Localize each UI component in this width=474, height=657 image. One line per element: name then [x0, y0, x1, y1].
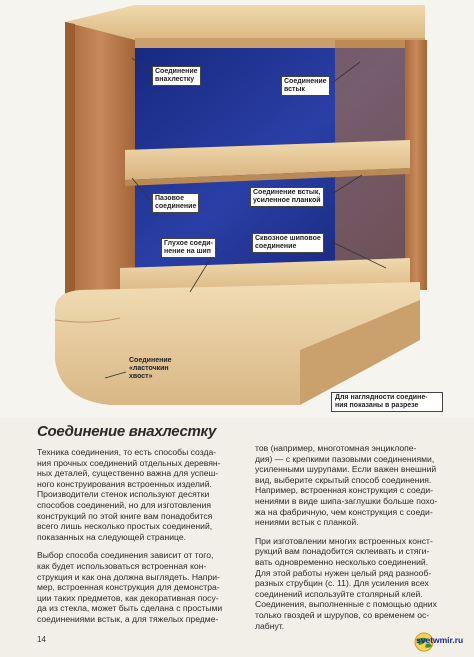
text-line: как будет использоваться встроенная кон- — [37, 560, 207, 571]
text-line: способов соединений, но для изготовления — [37, 499, 212, 510]
label-through-tenon-joint: Сквозное шиповое соединение — [252, 233, 324, 253]
text-line: лабнут. — [255, 620, 285, 631]
page-number: 14 — [37, 635, 46, 644]
text-line: только гвоздей и шурупов, со временем ос- — [255, 609, 430, 620]
text-line: Для этой работы нужен целый ряд разнооб- — [255, 567, 432, 578]
text-line: соединений используйте столярный клей. — [255, 588, 423, 599]
label-lap-joint: Соединение внахлестку — [152, 66, 201, 86]
text-line: разных струбцин (с. 11). Для усиления всех — [255, 578, 429, 589]
watermark-badge — [410, 630, 472, 652]
text-line: При изготовлении многих встроенных конст- — [255, 535, 433, 546]
text-column-right — [255, 443, 460, 631]
label-butt-joint: Соединение встык — [281, 76, 330, 96]
paragraph-gap — [37, 542, 245, 550]
text-line: Соединения, выполненные с помощью одних — [255, 599, 437, 610]
text-line: вать одновременно несколько соединений. — [255, 556, 429, 567]
label-dovetail-joint: Соединение «ласточкин хвост» — [129, 357, 172, 380]
text-line: нениями в виде шипа-заглушки больше похо- — [255, 495, 438, 506]
text-line: ных деталей, существенно важна для успеш- — [37, 468, 219, 479]
text-line: ции таких предметов, как декоративная посу- — [37, 592, 219, 603]
label-blind-tenon-joint: Глухое соеди- нение на шип — [161, 238, 216, 258]
text-line: Производители стенок используют десятки — [37, 489, 210, 500]
watermark-text: svetwmir.ru — [416, 635, 464, 645]
text-line: конструкций по этой книге вам понадобится — [37, 510, 213, 521]
text-line: Выбор способа соединения зависит от того, — [37, 550, 214, 561]
text-line: жа на фабричную, чем конструкция с соеди- — [255, 506, 433, 517]
text-column-left — [37, 447, 245, 625]
text-line: мер, встроенная конструкция для демонстра- — [37, 582, 220, 593]
left-side-panel — [65, 22, 135, 310]
text-line: соединениями встык, а для тяжелых предме- — [37, 613, 219, 624]
text-line: Например, встроенная конструкция с соеди- — [255, 485, 434, 496]
text-line: да из стекла, может быть сделана с простыми — [37, 603, 223, 614]
label-reinforced-butt-joint: Соединение встык, усиленное планкой — [250, 187, 324, 207]
text-line: нениями встык с планкой. — [255, 517, 359, 528]
text-line: вид, выберите скрытый способ соединения. — [255, 474, 432, 485]
text-line: рукций вам понадобится склеивать и стяги- — [255, 546, 430, 557]
text-line: усиленными шурупами. Если важен внешний — [255, 464, 437, 475]
text-line: дия) — с крепкими пазовыми соединениями, — [255, 453, 435, 464]
text-line: тов (например, многотомная энциклопе- — [255, 443, 417, 453]
text-line: ного конструирования встроенных изделий. — [37, 478, 212, 489]
label-dado-joint: Пазовое соединение — [152, 193, 199, 213]
photo-caption: Для наглядности соедине- ния показаны в разрезе — [331, 392, 443, 412]
text-line: всего лишь несколько простых соединений, — [37, 521, 213, 532]
text-line: Техника соединения, то есть способы созда- — [37, 447, 217, 457]
text-line: струкция и как она должна выглядеть. Напри- — [37, 571, 220, 582]
text-line: показанных на следующей странице. — [37, 531, 186, 542]
text-line: ния прочных соединений отдельных деревян- — [37, 457, 221, 468]
section-heading: Соединение внахлестку — [37, 423, 217, 440]
paragraph-gap — [255, 528, 460, 536]
